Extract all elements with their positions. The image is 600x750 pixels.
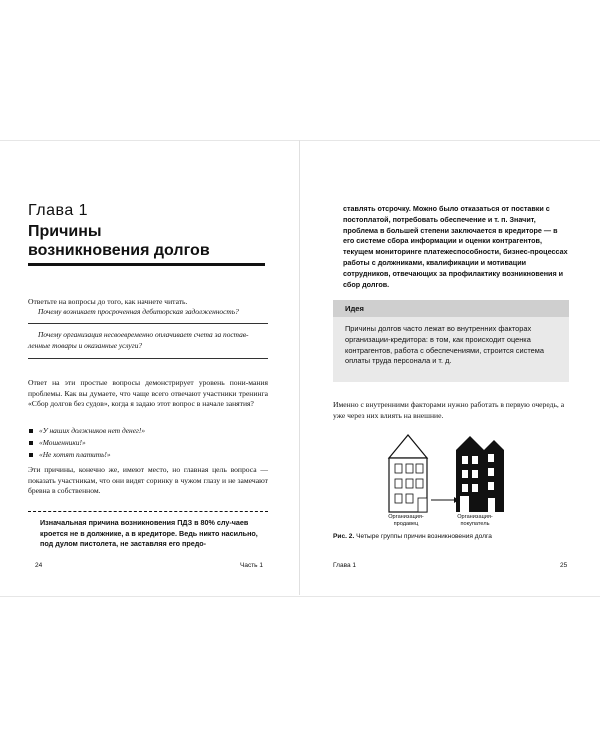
idea-title: Идея xyxy=(345,304,364,313)
bullet-item: «У наших должников нет денег!» xyxy=(28,425,268,437)
houses-illustration xyxy=(384,432,514,527)
running-footer-right: Глава 1 xyxy=(333,562,356,569)
paragraph-2: Эти причины, конечно же, имеют место, но главная цель вопроса — показать участникам, что они видят соринку в чужом глазу и не замечают бревна в собственном. xyxy=(28,465,268,496)
bullet-item: «Не хотят платить!» xyxy=(28,449,268,461)
idea-box-header xyxy=(333,300,569,317)
caption-number: Рис. 2. xyxy=(333,533,355,540)
idea-text: Причины долгов часто лежат во внутренних факторах организации-кредитора: в том, как происходит оценка контрагентов, работа с обеспечениями, строится система оплаты труда персонала и т. д. xyxy=(345,324,544,366)
seller-house-icon xyxy=(389,435,427,512)
page-number-right: 25 xyxy=(560,562,568,569)
seller-label xyxy=(376,514,436,528)
arrow-icon xyxy=(431,497,459,503)
chapter-title xyxy=(28,222,268,260)
paragraph-1: Ответ на эти простые вопросы демонстрирует уровень пони-мания проблемы. Как вы думаете, что чаще всего отвечают участники тренинга «Сбор долгов без судов», когда я задаю этот вопрос в начале занятия? xyxy=(28,378,268,409)
buyer-house-icon xyxy=(456,436,504,512)
buyer-label-line2: покупатель xyxy=(460,521,490,527)
page-number-left: 24 xyxy=(35,562,43,569)
chapter-label: Глава 1 xyxy=(28,202,89,219)
continued-paragraph: ставлять отсрочку. Можно было отказаться от поставки с постоплатой, потребовать обеспечение и т. п. Значит, проблема в большей степени заключается в кредиторе — в его системе сбора информации и оценки контрагентов, текущем мониторинге платежеспособности, бизнес-процессах работы с должниками, квалификации и мотивации сотрудников, отвечающих за профилактику возникновения и сбор долгов. xyxy=(343,204,568,289)
chapter-title-rule xyxy=(28,263,265,266)
question-2-line2: ленные товары и оказанные услуги? xyxy=(28,340,143,350)
highlight-statement: Изначальная причина возникновения ПДЗ в 80% слу-чаев кроется не в должнике, а в кредиторе. Ведь никто насильно, под дулом пистолета, не заставляя его предо- xyxy=(40,518,258,549)
highlight-rule xyxy=(28,511,268,512)
answer-line xyxy=(28,358,268,359)
answer-line xyxy=(28,323,268,324)
spread-bottom-edge xyxy=(0,596,600,597)
book-gutter xyxy=(299,140,300,595)
questions-intro: Ответьте на вопросы до того, как начнете читать. xyxy=(28,297,188,306)
spread-top-edge xyxy=(0,140,600,141)
chapter-title-line2: возникновения долгов xyxy=(28,242,210,259)
bullet-item: «Мошенники!» xyxy=(28,437,268,449)
question-2-line1: Почему организация несвоевременно оплачивает счета за постав- xyxy=(38,330,249,339)
seller-label-line1: Организация- xyxy=(388,514,424,520)
figure-caption xyxy=(333,533,573,540)
bullet-list xyxy=(28,425,268,461)
question-2 xyxy=(28,330,268,351)
question-1: Почему возникает просроченная дебиторская задолженность? xyxy=(38,307,239,316)
chapter-title-line1: Причины xyxy=(28,223,102,240)
paragraph-right: Именно с внутренними факторами нужно работать в первую очередь, а уже через них влиять на внешние. xyxy=(333,400,565,420)
buyer-label-line1: Организация- xyxy=(457,514,493,520)
seller-label-line2: продавец xyxy=(393,521,419,527)
running-footer-left: Часть 1 xyxy=(240,562,263,569)
caption-text: Четыре группы причин возникновения долга xyxy=(354,533,492,540)
buyer-label xyxy=(445,514,505,528)
idea-box xyxy=(333,300,569,382)
